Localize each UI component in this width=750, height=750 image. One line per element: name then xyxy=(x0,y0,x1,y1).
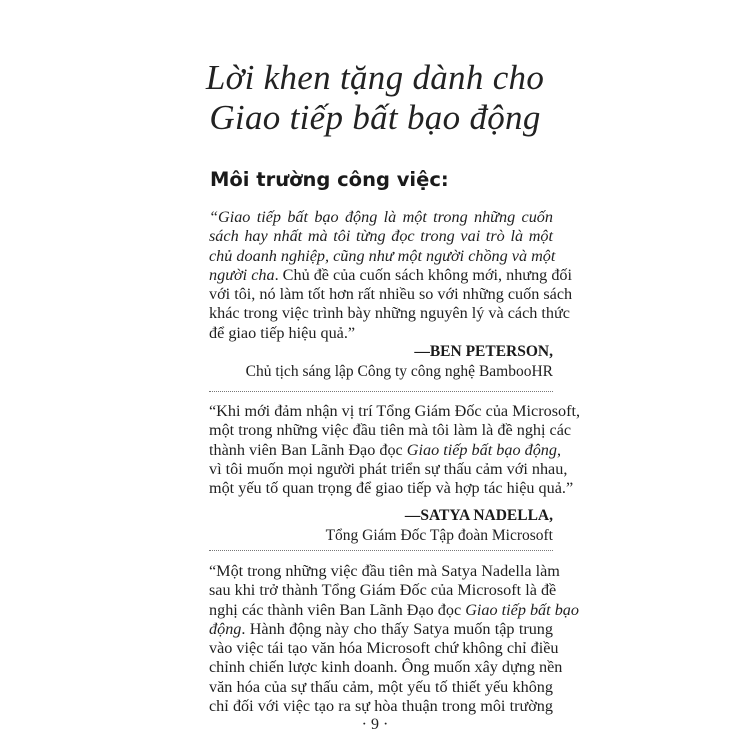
quote-line: với tôi, nó làm tốt hơn rất nhiều so với những cuốn sách xyxy=(209,285,573,304)
title-line-2: Giao tiếp bất bạo động xyxy=(209,98,541,137)
quote-satya-nadella xyxy=(209,402,581,498)
quote-line: một trong những việc đầu tiên mà tôi làm là đề nghị các xyxy=(209,421,572,440)
dotted-divider xyxy=(209,550,553,551)
quote-line: văn hóa của sự thấu cảm, một yếu tố thiết yếu không xyxy=(209,677,553,696)
quote-line: chỉ đối với việc tạo ra sự hòa thuận trong môi trường xyxy=(209,697,553,716)
quote-ben-peterson xyxy=(209,208,573,343)
author-role: Tổng Giám Đốc Tập đoàn Microsoft xyxy=(325,527,553,544)
quote-line: chủ doanh nghiệp, cũng như một người chồng và một xyxy=(209,246,556,265)
author-name: —SATYA NADELLA, xyxy=(404,507,553,524)
author-name: —BEN PETERSON, xyxy=(414,343,553,360)
section-heading: Môi trường công việc: xyxy=(210,168,449,191)
quote-line: “Một trong những việc đầu tiên mà Satya Nadella làm xyxy=(209,562,560,580)
quote-line: động. Hành động này cho thấy Satya muốn tập trung xyxy=(209,619,553,638)
quote-line: “Giao tiếp bất bạo động là một trong những cuốn xyxy=(209,208,553,226)
author-role: Chủ tịch sáng lập Công ty công nghệ BambooHR xyxy=(245,363,553,380)
page-title xyxy=(0,58,750,138)
quote-line: chỉnh chiến lược kinh doanh. Ông muốn xây dựng nền xyxy=(209,658,563,677)
quote-line: vì tôi muốn mọi người phát triển sự thấu cảm với nhau, xyxy=(209,459,568,478)
quote-line: “Khi mới đảm nhận vị trí Tổng Giám Đốc của Microsoft, xyxy=(209,402,581,420)
quote-line: khác trong việc trình bày những nguyên lý và cách thức xyxy=(209,304,570,323)
quote-line: thành viên Ban Lãnh Đạo đọc Giao tiếp bất bạo động, xyxy=(209,440,562,459)
quote-line: để giao tiếp hiệu quả.” xyxy=(209,323,356,342)
quote-microsoft-culture xyxy=(209,562,579,716)
quote-line: người cha. Chủ đề của cuốn sách không mới, nhưng đối xyxy=(209,265,572,284)
quote-line: sách hay nhất mà tôi từng đọc trong vai trò là một xyxy=(209,227,553,246)
title-line-1: Lời khen tặng dành cho xyxy=(205,58,545,97)
quote-line: nghị các thành viên Ban Lãnh Đạo đọc Giao tiếp bất bạo xyxy=(209,600,579,619)
quote-line: sau khi trở thành Tổng Giám Đốc của Microsoft là đề xyxy=(209,581,557,600)
quote-line: vào việc tái tạo văn hóa Microsoft chứ không chỉ điều xyxy=(209,639,559,658)
dotted-divider xyxy=(209,391,553,392)
page-number: · 9 · xyxy=(361,716,389,733)
quote-line: một yếu tố quan trọng để giao tiếp và hợp tác hiệu quả.” xyxy=(209,479,574,498)
